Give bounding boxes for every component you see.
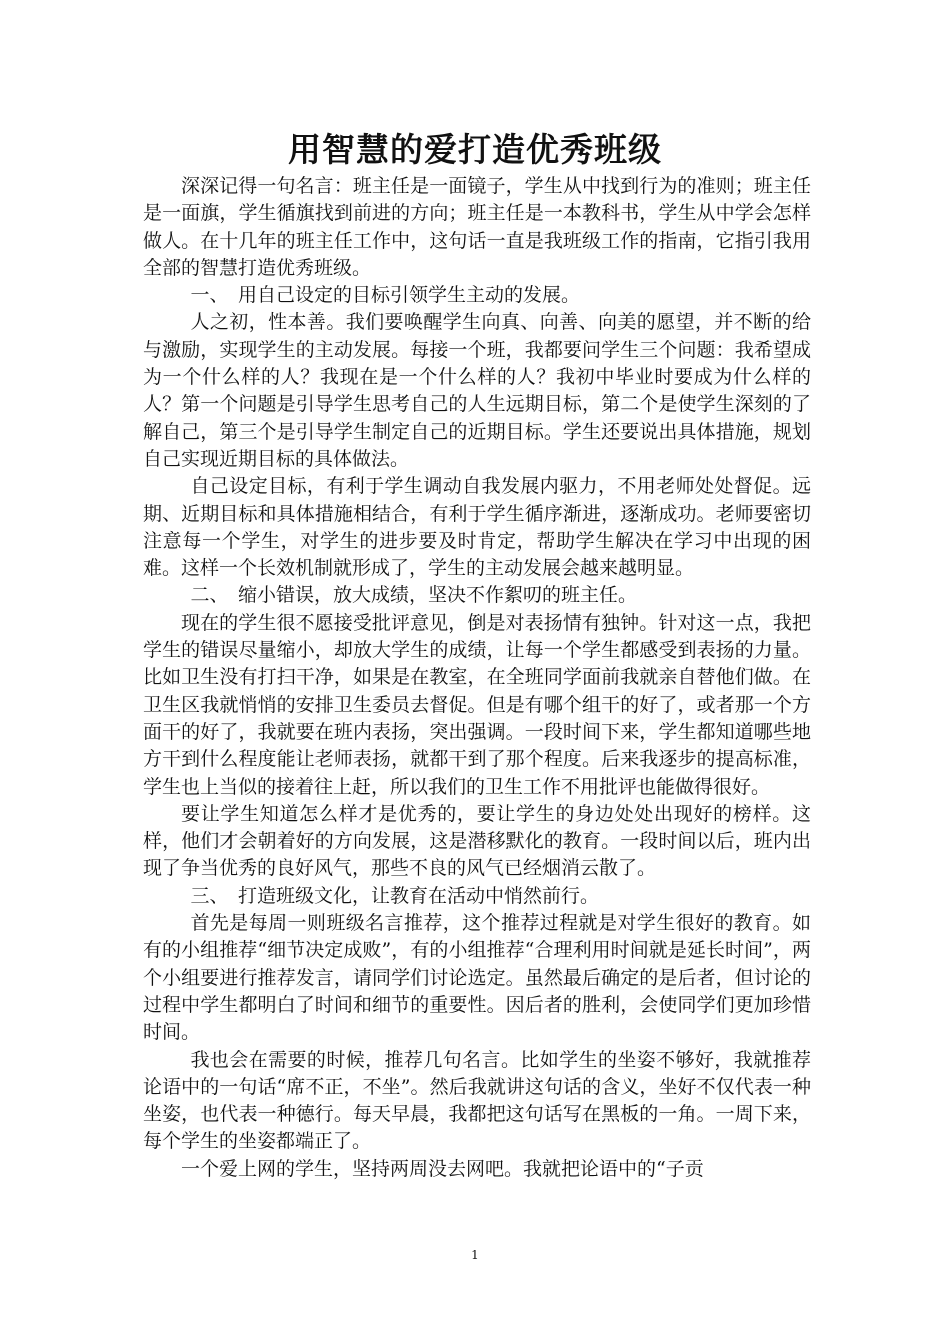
document-title: 用智慧的爱打造优秀班级 [288, 130, 662, 169]
section-heading-1: 一、 用自己设定的目标引领学生主动的发展。 [190, 284, 581, 307]
page-number: 1 [471, 1248, 479, 1262]
section-heading-2: 二、 缩小错误，放大成绩，坚决不作絮叨的班主任。 [190, 584, 638, 607]
body-paragraph: 首先是每周一则班级名言推荐，这个推荐过程就是对学生很好的教育。如有的小组推荐“细节决定成败”，有的小组推荐“合理利用时间就是延长时间”，两个小组要进行推荐发言，请同学们讨论选定。虽然最后确定的是后者，但讨论的过程中学生都明白了时间和细节的重要性。因后者的胜利，会使同学们更加珍惜时间。 [143, 912, 811, 1044]
body-paragraph: 一个爱上网的学生，坚持两周没去网吧。我就把论语中的“子贡 [181, 1157, 704, 1180]
body-paragraph: 我也会在需要的时候，推荐几句名言。比如学生的坐姿不够好，我就推荐论语中的一句话“席不正，不坐”。然后我就讲这句话的含义，坐好不仅代表一种坐姿，也代表一种德行。每天早晨，我都把这句话写在黑板的一角。一周下来，每个学生的坐姿都端正了。 [143, 1048, 811, 1153]
body-paragraph: 自己设定目标，有利于学生调动自我发展内驱力，不用老师处处督促。远期、近期目标和具体措施相结合，有利于学生循序渐进，逐渐成功。老师要密切注意每一个学生，对学生的进步要及时肯定，帮助学生解决在学习中出现的困难。这样一个长效机制就形成了，学生的主动发展会越来越明显。 [143, 475, 811, 580]
body-paragraph: 要让学生知道怎么样才是优秀的，要让学生的身边处处出现好的榜样。这样，他们才会朝着好的方向发展，这是潜移默化的教育。一段时间以后，班内出现了争当优秀的良好风气，那些不良的风气已经烟消云散了。 [143, 802, 811, 880]
section-heading-3: 三、 打造班级文化，让教育在活动中悄然前行。 [190, 884, 600, 907]
body-paragraph: 现在的学生很不愿接受批评意见，倒是对表扬情有独钟。针对这一点，我把学生的错误尽量缩小，却放大学生的成绩，让每一个学生都感受到表扬的力量。比如卫生没有打扫干净，如果是在教室，在全班同学面前我就亲自替他们做。在卫生区我就悄悄的安排卫生委员去督促。但是有哪个组干的好了，或者那一个方面干的好了，我就要在班内表扬，突出强调。一段时间下来，学生都知道哪些地方干到什么程度能让老师表扬，就都干到了那个程度。后来我逐步的提高标准，学生也上当似的接着往上赶，所以我们的卫生工作不用批评也能做得很好。 [143, 611, 811, 798]
body-paragraph: 人之初，性本善。我们要唤醒学生向真、向善、向美的愿望，并不断的给与激励，实现学生的主动发展。每接一个班，我都要问学生三个问题：我希望成为一个什么样的人？我现在是一个什么样的人？我初中毕业时要成为什么样的人？第一个问题是引导学生思考自己的人生远期目标，第二个是使学生深刻的了解自己，第三个是引导学生制定自己的近期目标。学生还要说出具体措施，规划自己实现近期目标的具体做法。 [143, 311, 811, 470]
document-body [143, 173, 811, 1183]
intro-paragraph: 深深记得一句名言：班主任是一面镜子，学生从中找到行为的准则；班主任是一面旗，学生循旗找到前进的方向；班主任是一本教科书，学生从中学会怎样做人。在十几年的班主任工作中，这句话一直是我班级工作的指南，它指引我用全部的智慧打造优秀班级。 [143, 175, 811, 279]
